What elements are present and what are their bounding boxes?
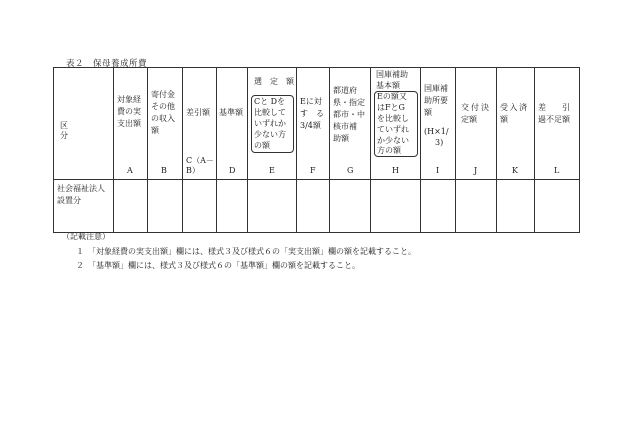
header-row [54, 68, 580, 180]
header-cell-g: 都道府 県・指定 都市・中 核市補 助額 G [330, 68, 371, 180]
data-cell-b [148, 180, 183, 233]
data-cell-g [330, 180, 371, 233]
header-cell-k: 受入済 額 K [497, 68, 535, 180]
table-title: 表２ 保母養成所費 [66, 59, 148, 69]
letter-j: J [474, 166, 478, 175]
expense-table [53, 67, 580, 233]
note-item: １ 「対象経費の実支出額」欄には、様式３及び様式６の「実支出額」欄の額を記載すること。 [76, 246, 416, 256]
header-cell-l: 差 引 過不足額 L [535, 68, 580, 180]
header-cell-d: 基準額 D [217, 68, 248, 180]
letter-i: I [436, 166, 440, 175]
header-cell-f: Eに対 す る 3/4額 F [297, 68, 330, 180]
table-row [54, 180, 580, 233]
letter-g: G [347, 166, 354, 175]
header-cell-b: 寄付金 その他 の収入 額 B [148, 68, 183, 180]
header-cell-i: 国庫補 助所要 額 (H×1/ 3) I [421, 68, 456, 180]
header-cell-j: 交付決 定額 J [456, 68, 497, 180]
header-cell-h: 国庫補助 基本額 Eの額又 はFとG を比較し ていずれ か少ない 方の額 H [371, 68, 421, 180]
data-cell-d [217, 180, 248, 233]
letter-c: C（A－B） [186, 156, 214, 175]
data-cell-i [421, 180, 456, 233]
notes-heading: （記載注意） [62, 232, 110, 241]
letter-f: F [310, 166, 316, 175]
note-item: ２ 「基準額」欄には、様式３及び様式６の「基準額」欄の額を記載すること。 [76, 261, 360, 270]
row-label-cell: 社会福祉法人 設置分 [54, 180, 114, 233]
header-cell-a: 対象経 費の実 支出額 A [114, 68, 148, 180]
data-cell-e [248, 180, 297, 233]
data-cell-l [535, 180, 580, 233]
header-category-label: 区 分 [60, 121, 114, 140]
header-cell-category [54, 68, 114, 180]
letter-k: K [512, 166, 518, 175]
letter-l: L [554, 166, 560, 175]
letter-e: E [269, 166, 275, 175]
data-cell-c [183, 180, 217, 233]
letter-h: H [392, 166, 399, 175]
letter-a: A [127, 166, 133, 175]
header-cell-c: 差引額 C（A－B） [183, 68, 217, 180]
letter-d: D [229, 166, 236, 175]
notes-section [62, 230, 416, 274]
data-cell-h [371, 180, 421, 233]
data-cell-k [497, 180, 535, 233]
data-cell-j [456, 180, 497, 233]
letter-b: B [161, 166, 167, 175]
data-cell-f [297, 180, 330, 233]
data-cell-a [114, 180, 148, 233]
header-cell-e: 選 定 額 Cと Dを 比較して いずれか 少ない方 の額 E [248, 68, 297, 180]
